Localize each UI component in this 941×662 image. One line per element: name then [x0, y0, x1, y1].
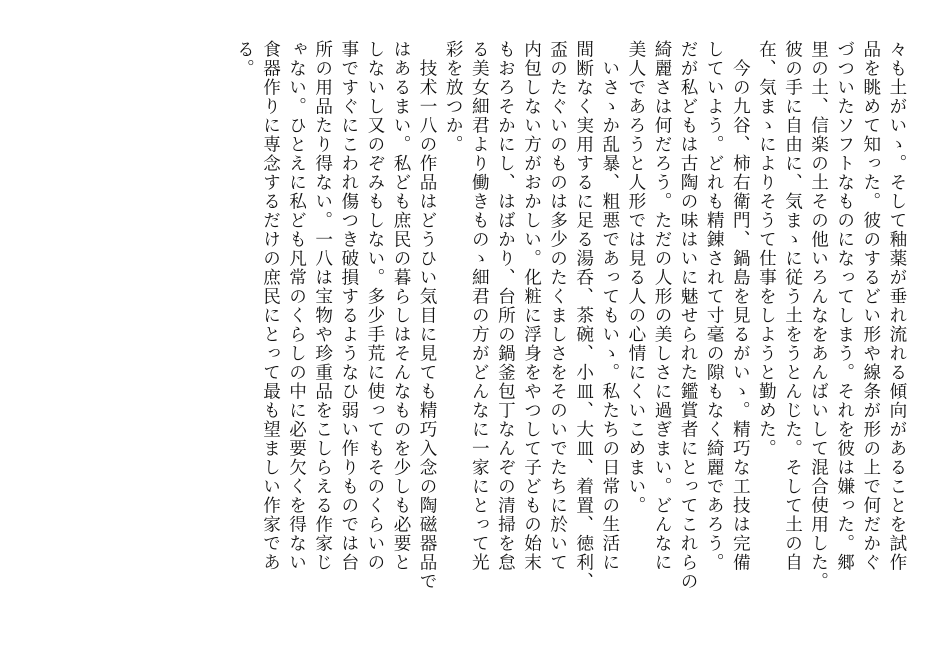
text-column: る。 — [234, 40, 255, 78]
text-column: いさゝか乱暴、粗悪であってもいゝ。私たちの日常の生活に — [599, 40, 620, 572]
text-column: 美人であろうと人形では見る人の心情にくいこめまい。 — [625, 40, 646, 515]
text-column: 彼の手に自由に、気まゝに従う土をうとんじた。そして土の自 — [782, 40, 803, 572]
text-column: 内包しない方がおかしい。化粧に浮身をやつして子どもの始末 — [521, 40, 542, 572]
text-column: ゃない。ひとえに私ども凡常のくらしの中に必要欠くを得ない — [286, 40, 307, 572]
text-column: 所の用品たり得ない。一八は宝物や珍重品をこしらえる作家じ — [312, 40, 333, 572]
text-column: 在、気まゝによりそうて仕事をしようと勤めた。 — [756, 40, 777, 458]
text-column: 彩を放つか。 — [443, 40, 464, 154]
text-column: 綺麗さは何だろう。ただの人形の美しさに過ぎまい。どんなに — [652, 40, 672, 572]
text-column: していよう。どれも精錬されて寸毫の隙もなく綺麗であろう。 — [704, 40, 725, 572]
text-column: 食器作りに専念するだけの庶民にとって最も望ましい作家であ — [260, 40, 281, 572]
text-column: 品を眺めて知った。彼のするどい形や線条が形の上で何だかぐ — [860, 40, 881, 572]
text-column: 里の土、信楽の土その他いろんなをあんばいして混合使用した。 — [808, 40, 829, 591]
text-column: 技术一八の作品はどうひい気目に見ても精巧入念の陶磁器品で — [417, 40, 438, 591]
text-column: づついたソフトなものになってしまう。それを彼は嫌った。郷 — [834, 40, 855, 572]
text-column: 事ですぐにこわれ傷つき破損するようなひ弱い作りものでは台 — [338, 40, 359, 572]
text-column: はあるまい。私ども庶民の暮らしはそんなものを少しも必要と — [391, 40, 411, 572]
text-column: もおろそかにし、はばかり、台所の鍋釜包丁なんぞの清掃を怠 — [495, 40, 516, 572]
text-column: 間断なく実用するに足る湯呑、茶碗、小皿、大皿、着置、徳利、 — [573, 40, 594, 591]
text-column: る美女細君より働きものゝ細君の方がどんなに一家にとって光 — [469, 40, 490, 572]
text-column: しないし又のぞみもしない。多少手荒に使ってもそのくらいの — [364, 40, 385, 572]
text-column: 盃のたぐいのものは多少のたくましさをそのいでたちに於いて — [547, 40, 568, 572]
text-column: 今の九谷、柿右衛門、鍋島を見るがいゝ。精巧な工技は完備 — [730, 40, 751, 572]
text-column: だが私どもは古陶の味はいに魅せられた鑑賞者にとってこれらの — [678, 40, 699, 591]
text-column: 々も土がいゝ。そして釉薬が垂れ流れる傾向があることを試作 — [886, 40, 907, 572]
